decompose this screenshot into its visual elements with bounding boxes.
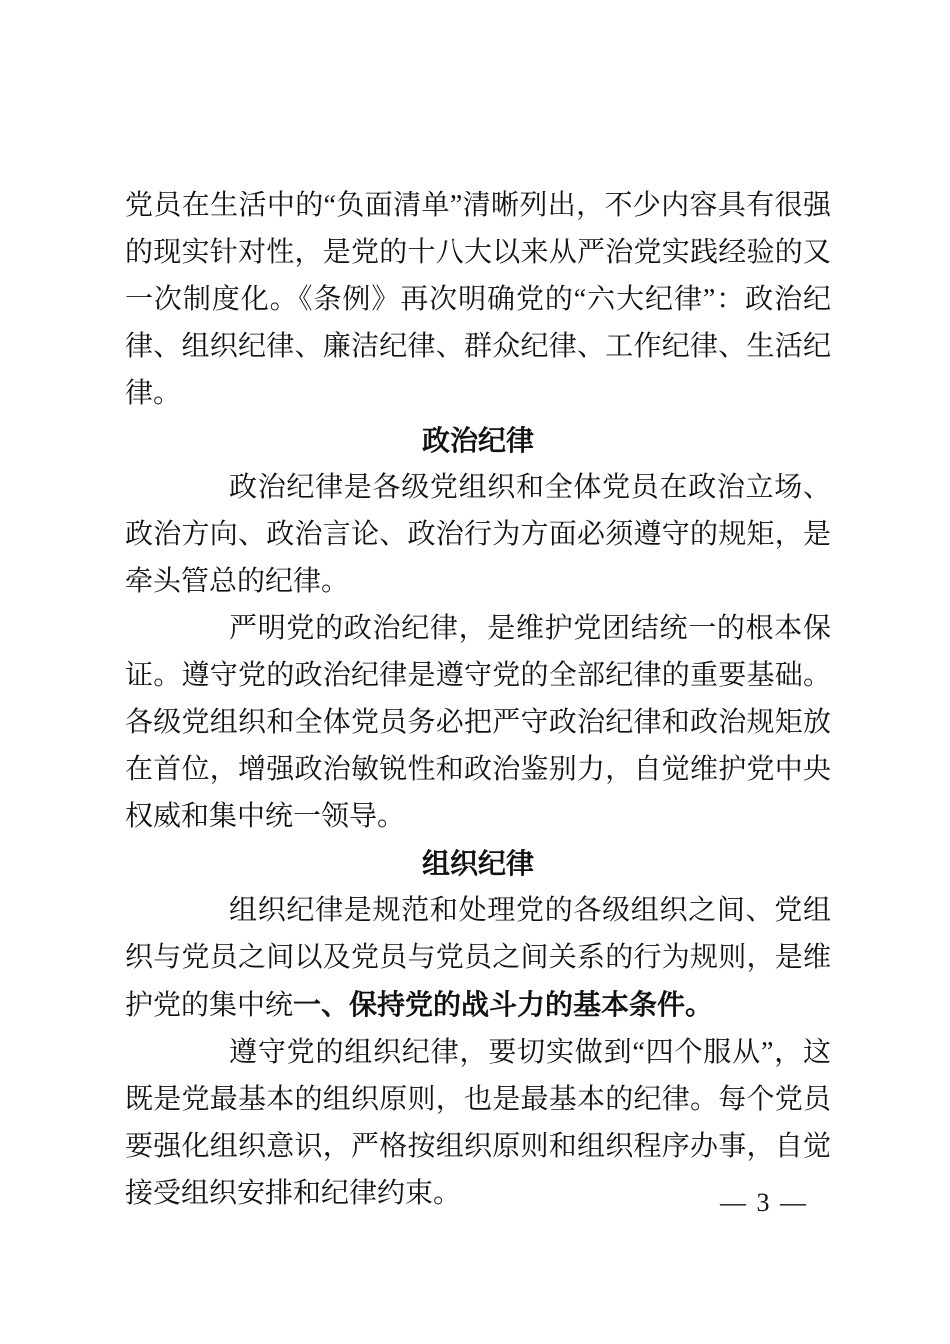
document-body xyxy=(125,182,831,1217)
paragraph-negative-list: 党员在生活中的“负面清单”清晰列出，不少内容具有很强的现实针对性，是党的十八大以来从严治党实践经验的又一次制度化。《条例》再次明确党的“六大纪律”：政治纪律、组织纪律、廉洁纪律、群众纪律、工作纪律、生活纪律。 xyxy=(125,190,831,409)
paragraph-political-importance: 严明党的政治纪律，是维护党团结统一的根本保证。遵守党的政治纪律是遵守党的全部纪律的重要基础。各级党组织和全体党员务必把严守政治纪律和政治规矩放在首位，增强政治敏锐性和政治鉴别力，自觉维护党中央权威和集中统一领导。 xyxy=(125,613,831,832)
page-number: — 3 — xyxy=(720,1188,808,1217)
paragraph-organizational-definition-bold: 一、保持党的战斗力的基本条件。 xyxy=(293,988,714,1021)
paragraph-political-definition: 政治纪律是各级党组织和全体党员在政治立场、政治方向、政治言论、政治行为方面必须遵守的规矩，是牵头管总的纪律。 xyxy=(125,472,831,597)
section-heading-organizational-discipline: 组织纪律 xyxy=(421,847,534,880)
paragraph-organizational-definition xyxy=(125,887,831,1029)
paragraph-organizational-definition-normal: 组织纪律是规范和处理党的各级组织之间、党组织与党员之间以及党员与党员之间关系的行为规则，是维护党的集中统 xyxy=(125,895,831,1021)
section-heading-political-discipline: 政治纪律 xyxy=(421,424,534,457)
paragraph-organizational-obedience: 遵守党的组织纪律，要切实做到“四个服从”，这既是党最基本的组织原则，也是最基本的纪律。每个党员要强化组织意识，严格按组织原则和组织程序办事，自觉接受组织安排和纪律约束。 xyxy=(125,1037,831,1209)
